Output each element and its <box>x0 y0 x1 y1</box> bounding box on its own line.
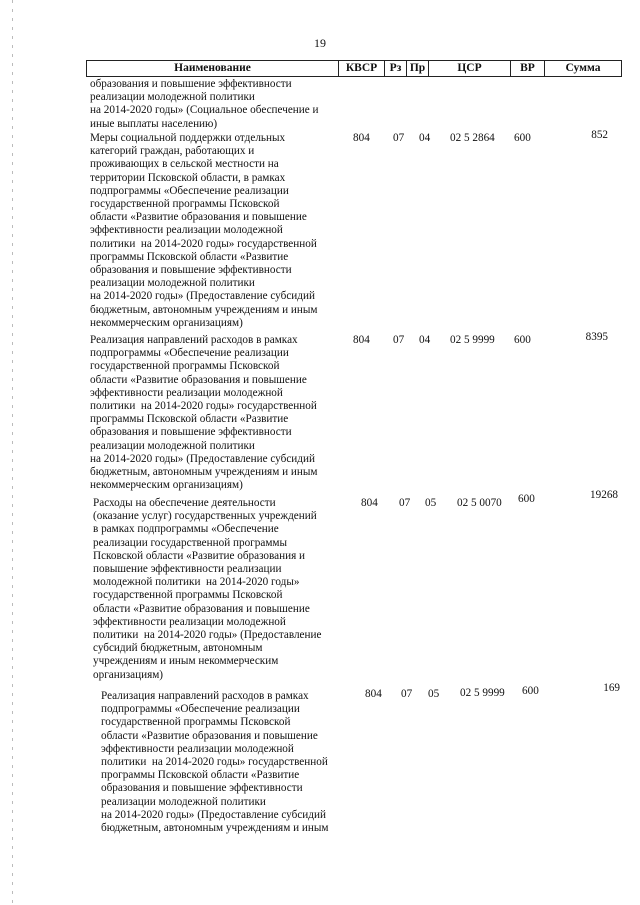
row-sum: 19268 <box>590 489 618 501</box>
scan-edge <box>12 0 13 905</box>
row-name: Меры социальной поддержки отдельных категорий граждан, работающих и проживающих в сельской местности на территории Псковской области, в рамках подпрограммы «Обеспечение реализации государственной программы Псковской области «Развитие образования и повышение эффективности реализации молодежной политики на 2014-2020 годы» государственной программы Псковской области «Развитие образования и повышение эффективности реализации молодежной политики на 2014-2020 годы» (Предоставление субсидий бюджетным, автономным учреждениям и иным некоммерческим организациям) <box>90 132 318 329</box>
row-vr: 600 <box>522 685 539 697</box>
header-csr: ЦСР <box>429 61 511 76</box>
row-vr: 600 <box>518 493 535 505</box>
row-rz: 07 <box>393 132 405 144</box>
header-pr: Пр <box>407 61 429 76</box>
header-name: Наименование <box>87 61 339 76</box>
row-csr: 02 5 2864 <box>450 132 495 144</box>
header-vr: ВР <box>511 61 545 76</box>
row-kvsr: 804 <box>353 334 370 346</box>
header-rz: Рз <box>385 61 407 76</box>
row-vr: 600 <box>514 334 531 346</box>
row-kvsr: 804 <box>361 497 378 509</box>
row-vr: 600 <box>514 132 531 144</box>
row-rz: 07 <box>393 334 405 346</box>
row-name: Реализация направлений расходов в рамках подпрограммы «Обеспечение реализации государственной программы Псковской области «Развитие образования и повышение эффективности реализации молодежной политики на 2014-2020 годы» государственной программы Псковской области «Развитие образования и повышение эффективности реализации молодежной политики на 2014-2020 годы» (Предоставление субсидий бюджетным, автономным учреждениям и иным <box>101 690 329 835</box>
page-number: 19 <box>314 36 326 50</box>
row-pr: 05 <box>425 497 437 509</box>
row-pr: 04 <box>419 334 431 346</box>
row-pr: 04 <box>419 132 431 144</box>
row-sum: 169 <box>603 682 620 694</box>
table-header <box>86 60 622 77</box>
header-sum: Сумма <box>565 62 601 74</box>
row-pr: 05 <box>428 688 440 700</box>
row-name: Реализация направлений расходов в рамках подпрограммы «Обеспечение реализации государственной программы Псковской области «Развитие образования и повышение эффективности реализации молодежной политики на 2014-2020 годы» государственной программы Псковской области «Развитие образования и повышение эффективности реализации молодежной политики на 2014-2020 годы» (Предоставление субсидий бюджетным, автономным учреждениям и иным некоммерческим организациям) <box>90 334 318 492</box>
row-kvsr: 804 <box>365 688 382 700</box>
row-kvsr: 804 <box>353 132 370 144</box>
row-name: Расходы на обеспечение деятельности (оказание услуг) государственных учреждений в рамках подпрограммы «Обеспечение реализации государственной программы Псковской области «Развитие образования и повышение эффективности реализации молодежной политики на 2014-2020 годы» государственной программы Псковской области «Развитие образования и повышение эффективности реализации молодежной политики на 2014-2020 годы» (Предоставление субсидий бюджетным, автономным учреждениям и иным некоммерческим организациям) <box>93 497 322 681</box>
header-kvsr: КВСР <box>339 61 385 76</box>
row-csr: 02 5 0070 <box>457 497 502 509</box>
row-rz: 07 <box>401 688 413 700</box>
row-csr: 02 5 9999 <box>460 687 505 699</box>
row-sum: 8395 <box>585 331 608 343</box>
row-rz: 07 <box>399 497 411 509</box>
continuation-text: образования и повышение эффективности реализации молодежной политики на 2014-2020 годы» (Социальное обеспечение и иные выплаты населению) <box>90 78 319 130</box>
row-sum: 852 <box>591 129 608 141</box>
row-csr: 02 5 9999 <box>450 334 495 346</box>
